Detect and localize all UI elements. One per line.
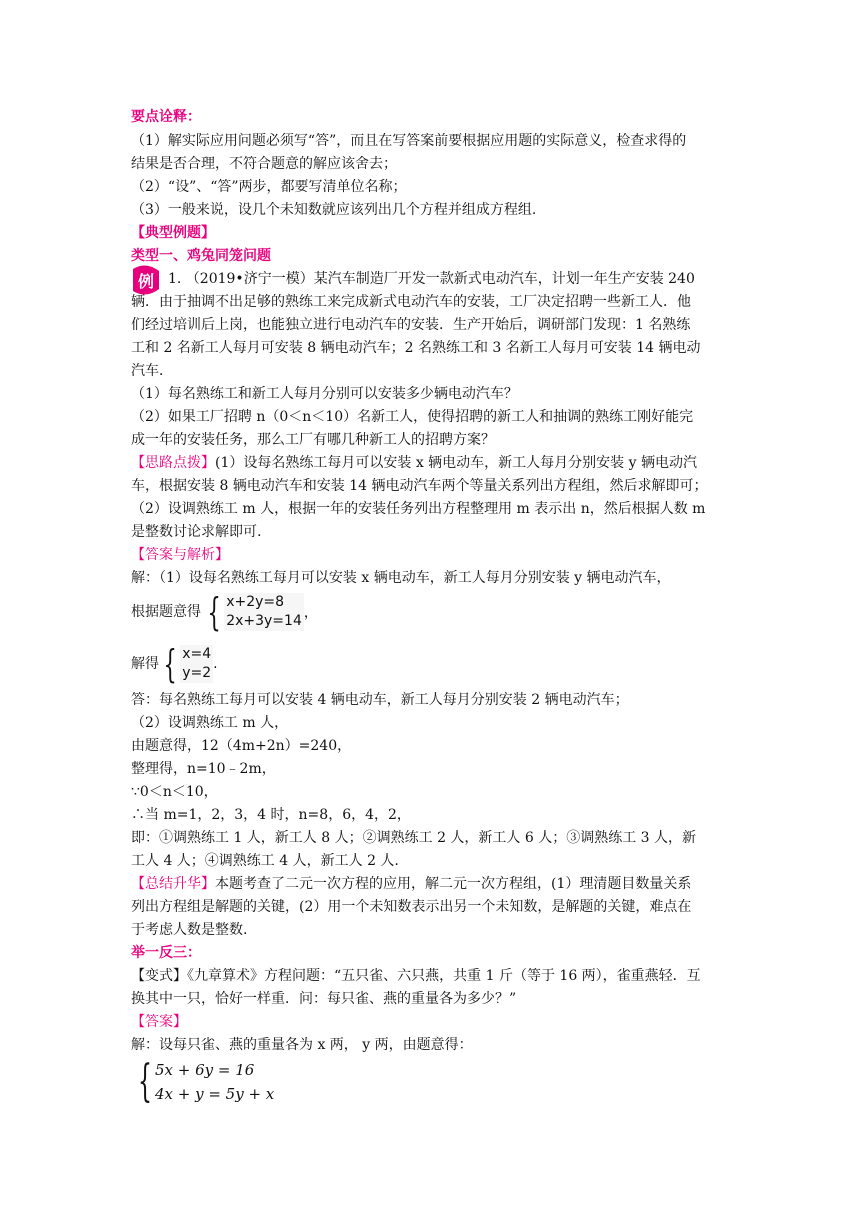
hint-text-1: (1）设每名熟练工每月可以安装 x 辆电动车，新工人每月分别安装 y 辆电动汽 bbox=[215, 455, 697, 471]
answer-line-8: ∵0＜n＜10， bbox=[131, 784, 218, 800]
system1-equation-2: 2x+3y=14 bbox=[226, 613, 302, 629]
system1-suffix: ， bbox=[303, 605, 318, 621]
badge-label: 例 bbox=[137, 272, 155, 291]
hint-label: 【思路点拨】 bbox=[131, 455, 215, 471]
system2-equation-1: x=4 bbox=[182, 646, 212, 662]
summary-text-1: 本题考查了二元一次方程的应用，解二元一次方程组，(1）理清题目数量关系 bbox=[215, 876, 692, 892]
answer-line-7: 整理得，n=10﹣2m， bbox=[131, 761, 276, 777]
hint-line-1 bbox=[131, 454, 697, 472]
notes-line-3: （3）一般来说，设几个未知数就应该列出几个方程并组成方程组. bbox=[131, 202, 537, 218]
problem-line-5: 汽车． bbox=[131, 363, 173, 379]
type1-heading: 类型一、鸡兔同笼问题 bbox=[131, 248, 271, 264]
answer-line-4: 答：每名熟练工每月可以安装 4 辆电动车，新工人每月分别安装 2 辆电动汽车； bbox=[131, 692, 629, 708]
variant-equation-2: 4x + y = 5y + x bbox=[155, 1085, 275, 1103]
variant-answer-label: 【答案】 bbox=[131, 1014, 187, 1030]
variant-line-1: 【变式】《九章算术》方程问题：“五只雀、六只燕，共重 1 斤（等于 16 两），雀重燕轻．互 bbox=[131, 968, 701, 984]
answer-label: 【答案与解析】 bbox=[131, 547, 229, 563]
notes-line-1b: 结果是否合理，不符合题意的解应该舍去； bbox=[131, 156, 397, 172]
answer-line-3-prefix: 解得 bbox=[131, 656, 159, 672]
variant-solution-line-1: 解：设每只雀、燕的重量各为 x 两， y 两，由题意得： bbox=[131, 1037, 473, 1053]
system2-equation-2: y=2 bbox=[182, 665, 212, 681]
variant-line-2: 换其中一只，恰好一样重．问：每只雀、燕的重量各为多少？” bbox=[131, 991, 517, 1007]
problem-line-3: 们经过培训后上岗，也能独立进行电动汽车的安装．生产开始后，调研部门发现：1 名熟练 bbox=[131, 317, 691, 333]
notes-line-2: （2）“设”、“答”两步，都要写清单位名称； bbox=[131, 179, 407, 195]
answer-line-5: （2）设调熟练工 m 人， bbox=[131, 715, 289, 731]
notes-heading: 要点诠释： bbox=[131, 109, 201, 125]
question-1: （1）每名熟练工和新工人每月分别可以安装多少辆电动汽车？ bbox=[131, 386, 518, 402]
answer-line-1: 解：（1）设每名熟练工每月可以安装 x 辆电动车，新工人每月分别安装 y 辆电动汽车， bbox=[131, 570, 671, 586]
question-2a: （2）如果工厂招聘 n（0＜n＜10）名新工人，使得招聘的新工人和抽调的熟练工刚好能完 bbox=[131, 409, 694, 425]
examples-heading: 【典型例题】 bbox=[131, 225, 215, 241]
answer-line-6: 由题意得，12（4m+2n）=240， bbox=[131, 738, 352, 754]
problem-line-2: 辆．由于抽调不出足够的熟练工来完成新式电动汽车的安装，工厂决定招聘一些新工人．他 bbox=[131, 294, 691, 310]
summary-line-1 bbox=[131, 875, 691, 893]
notes-line-1a: （1）解实际应用问题必须写“答”，而且在写答案前要根据应用题的实际意义，检查求得的 bbox=[131, 133, 687, 149]
question-2b: 成一年的安装任务，那么工厂有哪几种新工人的招聘方案？ bbox=[131, 432, 495, 448]
summary-label: 【总结升华】 bbox=[131, 876, 215, 892]
hint-line-4: 是整数讨论求解即可. bbox=[131, 524, 262, 540]
problem-line-1: 1. （2019•济宁一模）某汽车制造厂开发一款新式电动汽车，计划一年生产安装 240 bbox=[168, 271, 695, 287]
variant-equation-1: 5x + 6y = 16 bbox=[155, 1061, 255, 1079]
answer-line-10: 即：①调熟练工 1 人，新工人 8 人；②调熟练工 2 人，新工人 6 人；③调熟练工 3 人，新 bbox=[131, 830, 697, 846]
variant-equation-system: { 5x + 6y = 16 4x + y = 5y + x bbox=[138, 1056, 275, 1107]
system2-suffix: . bbox=[213, 656, 218, 672]
answer-line-2-prefix: 根据题意得 bbox=[131, 604, 201, 620]
practice-heading: 举一反三： bbox=[131, 945, 201, 961]
answer-line-9: ∴当 m=1，2，3，4 时，n=8，6，4，2， bbox=[131, 807, 411, 823]
hint-line-3: （2）设调熟练工 m 人，根据一年的安装任务列出方程整理用 m 表示出 n，然后根据人数 m bbox=[131, 501, 706, 517]
summary-line-3: 于考虑人数是整数. bbox=[131, 922, 248, 938]
hint-line-2: 车，根据安装 8 辆电动汽车和安装 14 辆电动汽车两个等量关系列出方程组，然后求解即可； bbox=[131, 478, 708, 494]
problem-line-4: 工和 2 名新工人每月可安装 8 辆电动汽车；2 名熟练工和 3 名新工人每月可安装 14 辆电动 bbox=[131, 340, 701, 356]
answer-line-11: 工人 4 人；④调熟练工 4 人，新工人 2 人. bbox=[131, 853, 399, 869]
system1-equation-1: x+2y=8 bbox=[224, 593, 304, 612]
equation-system-1: { x+2y=8 2x+3y=14 ， bbox=[207, 590, 318, 634]
equation-system-2: { x=4 y=2 . bbox=[163, 642, 218, 686]
summary-line-2: 列出方程组是解题的关键，(2）用一个未知数表示出另一个未知数，是解题的关键，难点在 bbox=[131, 899, 692, 915]
